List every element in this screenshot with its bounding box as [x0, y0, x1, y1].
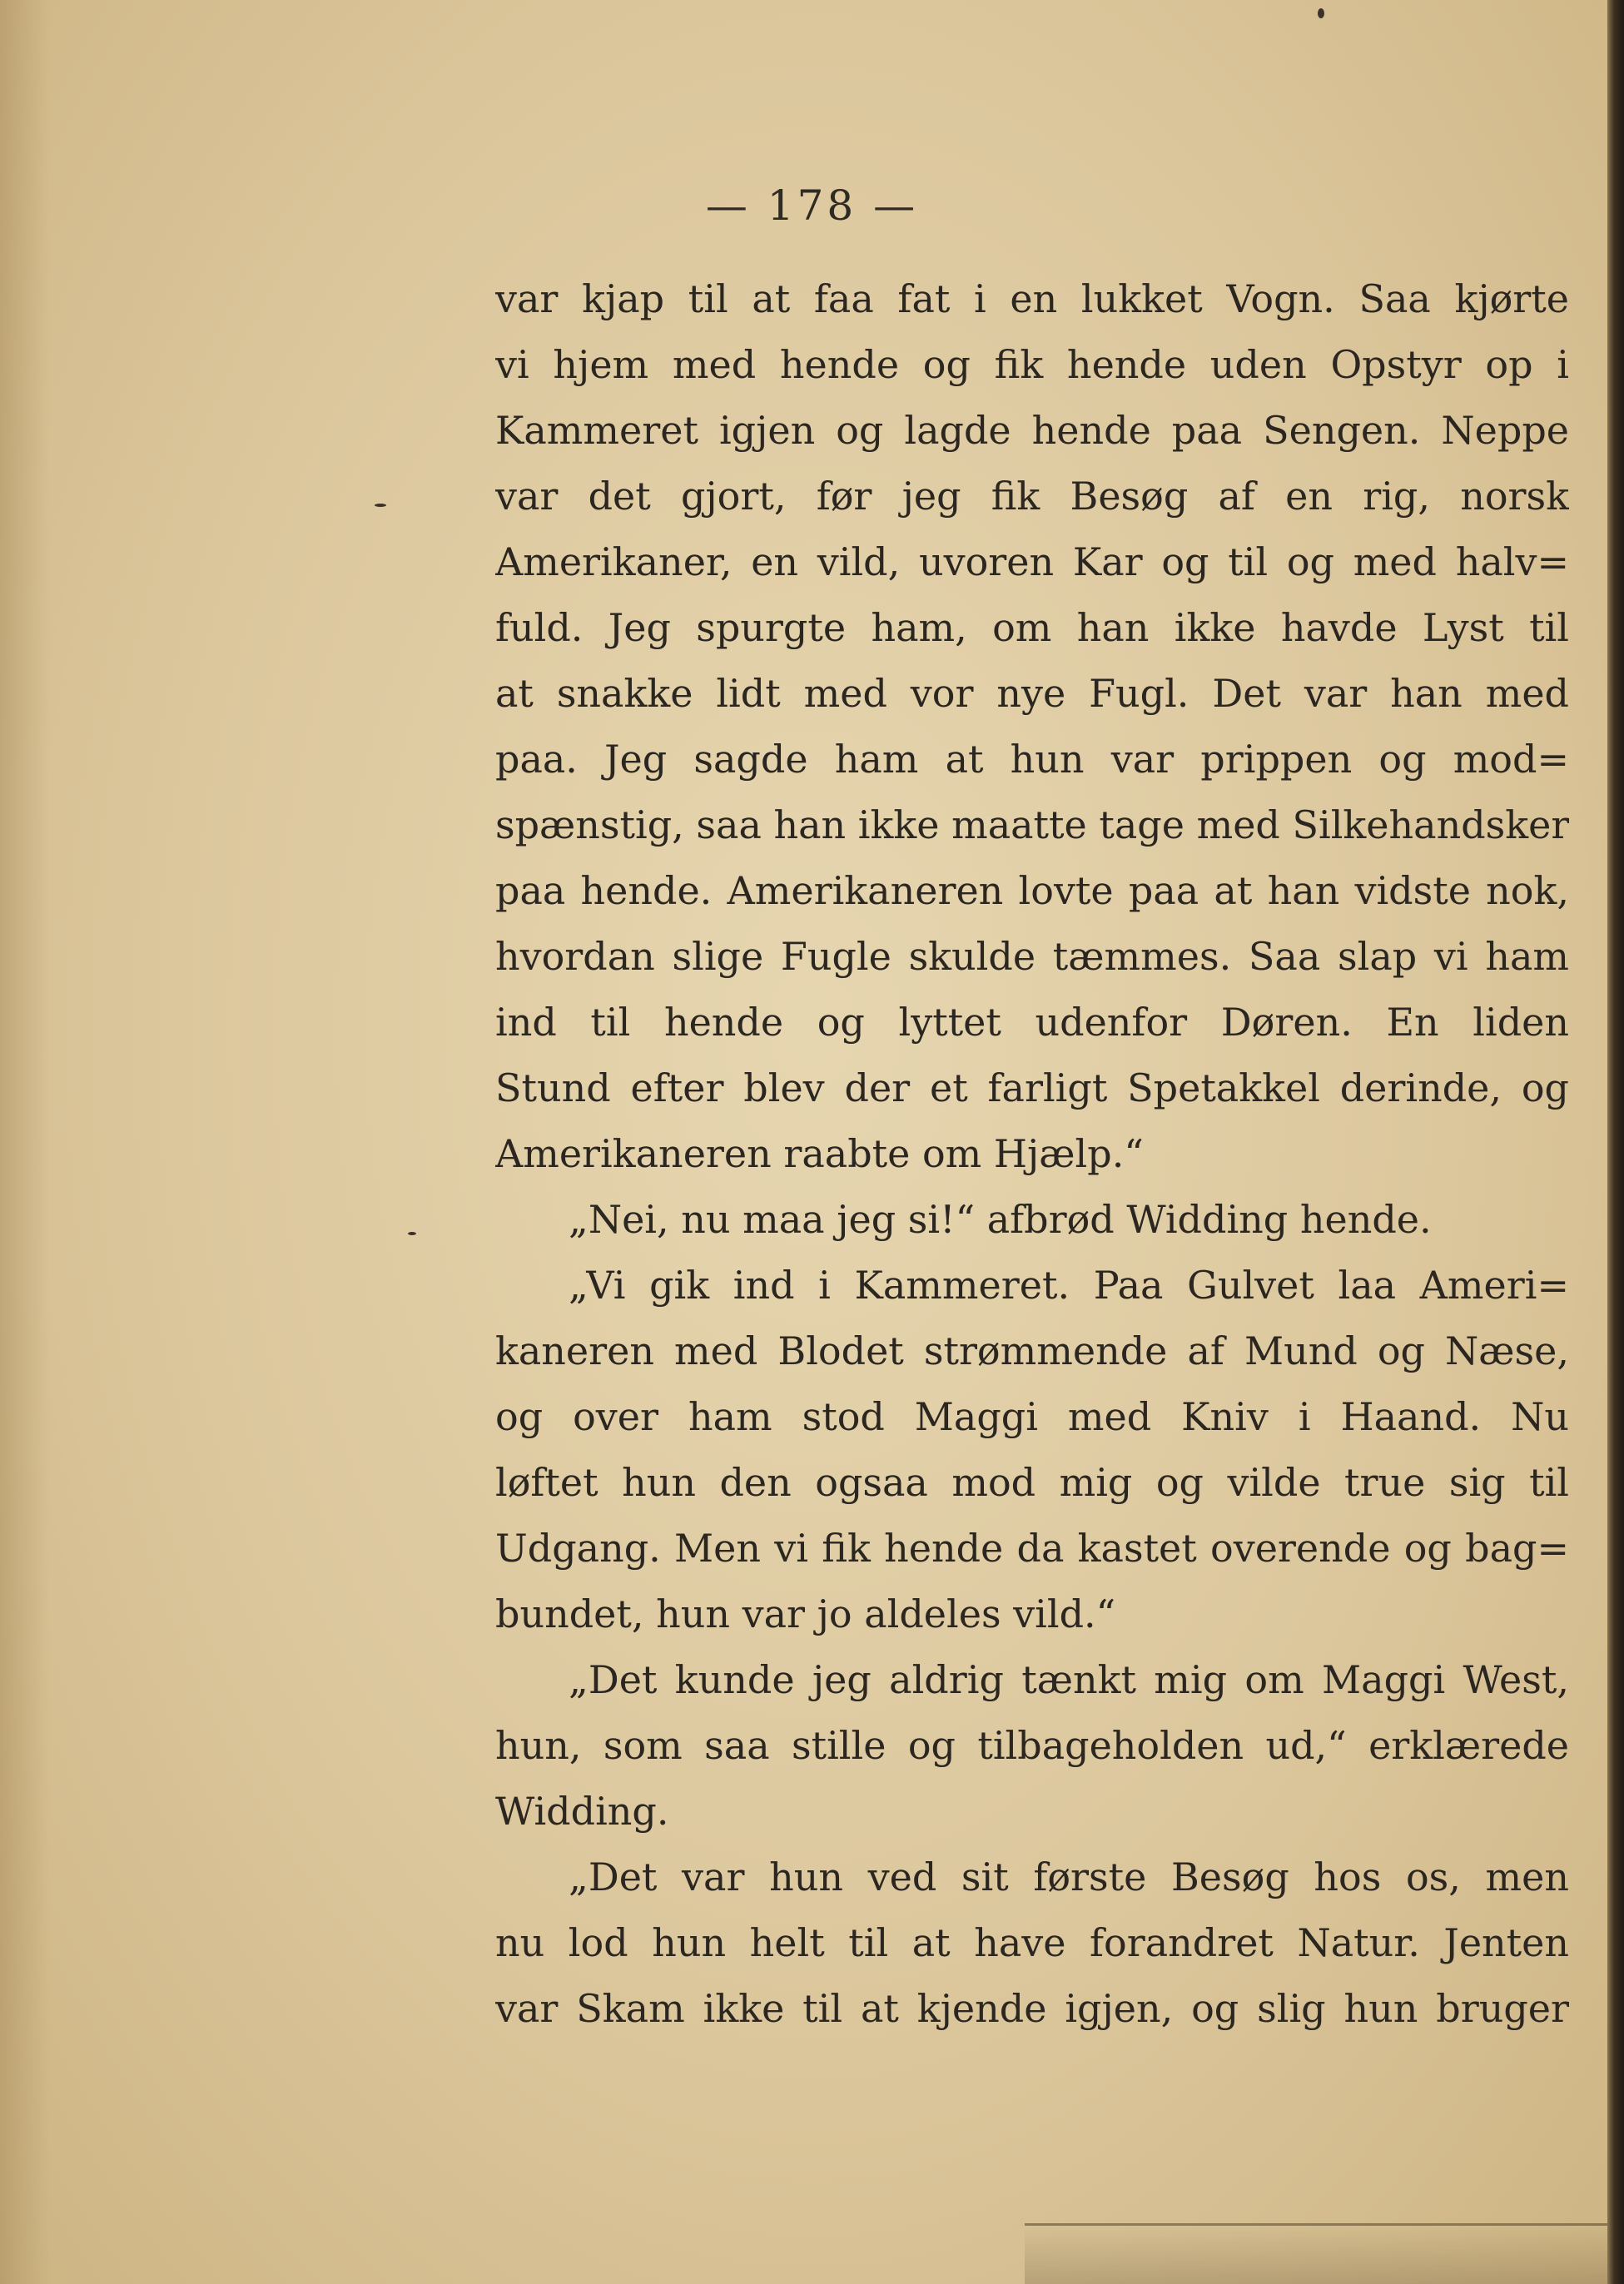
text-line: kaneren med Blodet strømmende af Mund og Næse, — [495, 1328, 1569, 1373]
text-line: Widding. — [495, 1789, 669, 1834]
bottom-paper-edge — [1025, 2223, 1607, 2284]
ink-speck — [375, 504, 386, 507]
text-line: „Det var hun ved sit første Besøg hos os, men — [569, 1855, 1569, 1899]
body-text — [495, 266, 1569, 2042]
text-line: var Skam ikke til at kjende igjen, og slig hun bruger — [495, 1986, 1569, 2031]
text-line: „Nei, nu maa jeg si!“ afbrød Widding hende. — [569, 1197, 1432, 1242]
text-line: var kjap til at faa fat i en lukket Vogn. Saa kjørte — [495, 276, 1569, 321]
text-line: at snakke lidt med vor nye Fugl. Det var han med — [495, 671, 1569, 716]
text-line: ind til hende og lyttet udenfor Døren. En liden — [495, 1000, 1569, 1045]
text-line: Kammeret igjen og lagde hende paa Sengen. Neppe — [495, 408, 1569, 453]
page-gutter-shadow — [0, 0, 50, 2284]
text-line: Udgang. Men vi fik hende da kastet overende og bag= — [495, 1526, 1569, 1571]
text-line: paa. Jeg sagde ham at hun var prippen og mod= — [495, 737, 1569, 782]
text-line: Amerikaneren raabte om Hjælp.“ — [495, 1131, 1144, 1176]
text-line: vi hjem med hende og fik hende uden Opstyr op i — [495, 342, 1569, 387]
ink-speck — [1318, 8, 1324, 18]
text-line: fuld. Jeg spurgte ham, om han ikke havde Lyst til — [495, 605, 1569, 650]
text-line: hun, som saa stille og tilbageholden ud,“ erklærede — [495, 1723, 1569, 1768]
text-line: og over ham stod Maggi med Kniv i Haand. Nu — [495, 1394, 1569, 1439]
page-number: — 178 — — [705, 181, 919, 230]
text-line: løftet hun den ogsaa mod mig og vilde true sig til — [495, 1460, 1569, 1505]
text-line: Stund efter blev der et farligt Spetakkel derinde, og — [495, 1065, 1569, 1110]
text-line: „Vi gik ind i Kammeret. Paa Gulvet laa Ameri= — [569, 1263, 1569, 1308]
text-line: spænstig, saa han ikke maatte tage med Silkehandsker — [495, 802, 1569, 847]
text-line: nu lod hun helt til at have forandret Natur. Jenten — [495, 1920, 1569, 1965]
page-edge — [1607, 0, 1624, 2284]
text-line: paa hende. Amerikaneren lovte paa at han vidste nok, — [495, 868, 1569, 913]
ink-speck — [408, 1232, 416, 1235]
text-line: bundet, hun var jo aldeles vild.“ — [495, 1591, 1116, 1636]
text-line: hvordan slige Fugle skulde tæmmes. Saa slap vi ham — [495, 934, 1569, 979]
text-line: Amerikaner, en vild, uvoren Kar og til og med halv= — [495, 539, 1569, 584]
text-line: var det gjort, før jeg fik Besøg af en rig, norsk — [495, 474, 1569, 519]
text-line: „Det kunde jeg aldrig tænkt mig om Maggi West, — [569, 1657, 1569, 1702]
